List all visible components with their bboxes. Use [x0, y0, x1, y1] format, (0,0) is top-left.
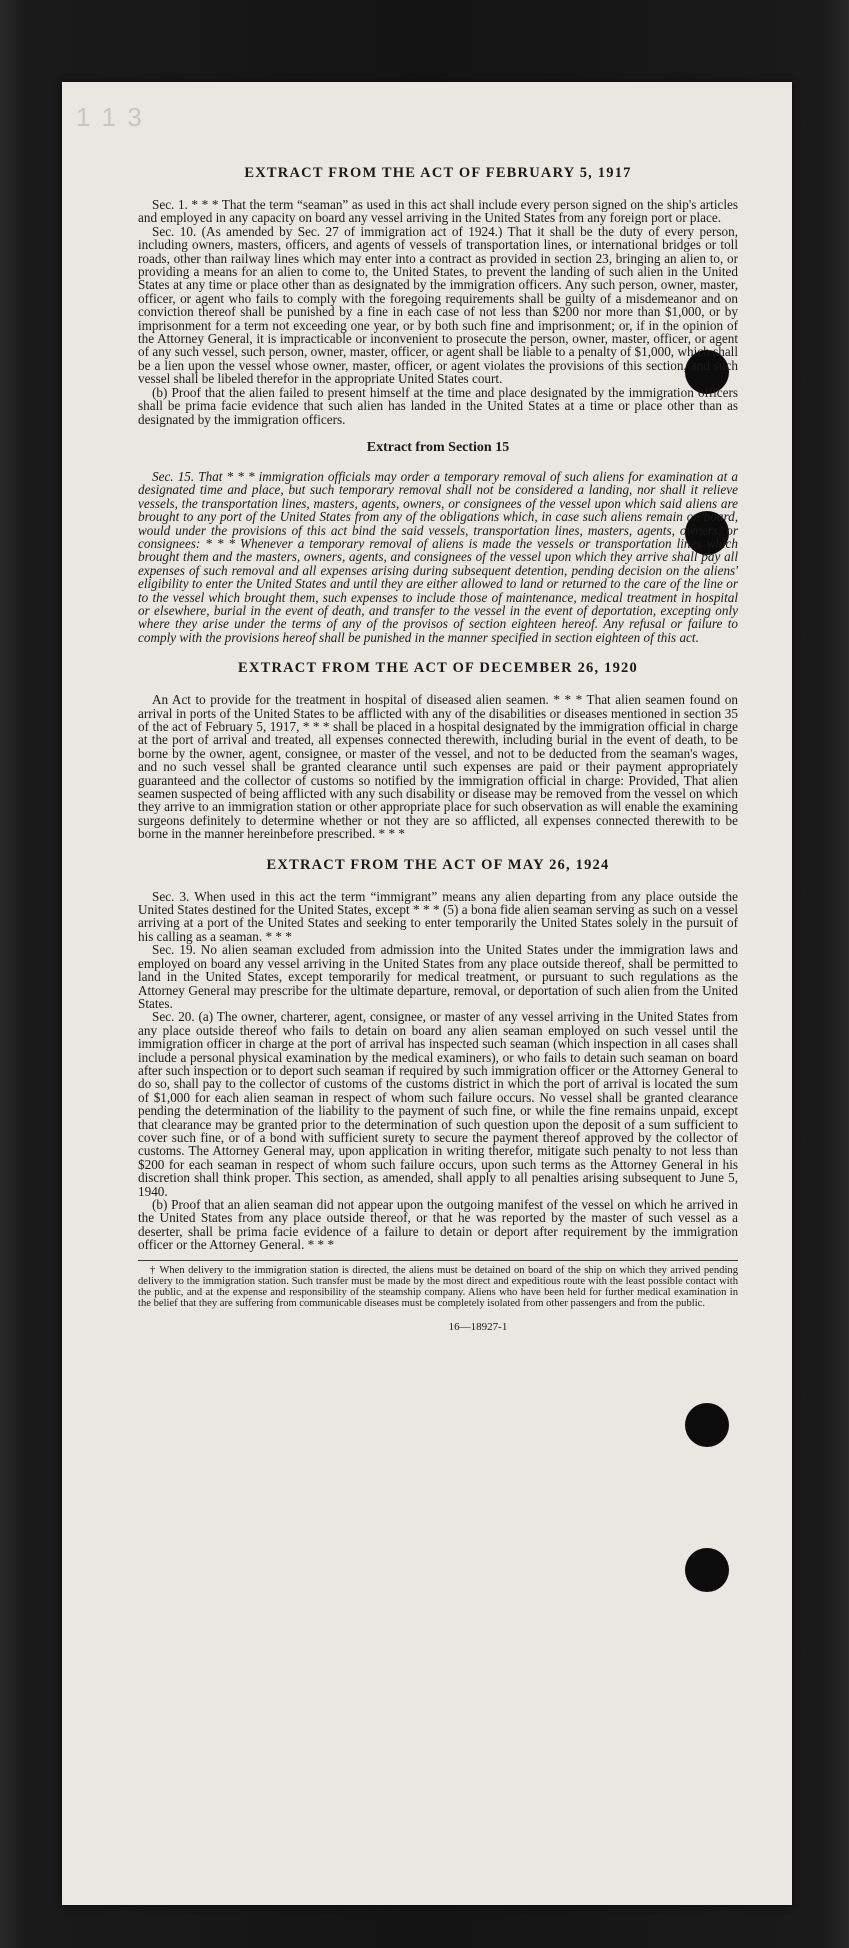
paragraph: Sec. 19. No alien seaman excluded from admission into the United States under the immigration laws and employed on board any vessel arriving in the United States from any place outside thereof, shall be permitted to land in the United States, except temporarily for medical treatment, or pursuant to such regulations as the Attorney General may prescribe for the ultimate departure, removal, or deportation of such alien from the United States. — [138, 942, 738, 1011]
footnote-divider — [138, 1260, 738, 1261]
section-title-extract-15: Extract from Section 15 — [366, 439, 510, 455]
section-title-act-1917: EXTRACT FROM THE ACT OF FEBRUARY 5, 1917 — [244, 165, 632, 181]
paragraph: (b) Proof that the alien failed to present himself at the time and place designated by the immigration officers shall be prima facie evidence that such alien has landed in the United States at a time or place other than as designated by the immigration officers. — [138, 384, 738, 427]
paragraph: An Act to provide for the treatment in hospital of diseased alien seamen. * * * That alien seamen found on arrival in ports of the United States to be afflicted with any of the disabilities or diseases mentioned in section 35 of the act of February 5, 1917, * * * shall be placed in a hospital designated by the immigration official in charge at the port of arrival and treated, all expenses connected therewith, including burial in the event of death, to be borne by the owner, agent, consignee, or master of the vessel, and not to be deducted from the seaman's wages, and no such vessel shall be granted clearance until such expenses are paid or their payment appropriately guaranteed and the collector of customs so notified by the immigration official in charge: Provided, That alien seamen suspected of being afflicted with any such disability or disease may be removed from the vessel on which they arrive to an immigration station or other appropriate place for such observation as will enable the examining surgeons definitely to determine whether or not they are so afflicted, all expenses connected therewith to be borne in the manner hereinbefore prescribed. * * * — [138, 692, 738, 842]
paragraph: (b) Proof that an alien seaman did not appear upon the outgoing manifest of the vessel on which he arrived in the United States from any place outside thereof, or that he was reported by the master of such vessel as a deserter, shall be prima facie evidence of a failure to detain or deport after requirement by the immigration officer or the Attorney General. * * * — [138, 1197, 738, 1253]
paragraph: Sec. 10. (As amended by Sec. 27 of immigration act of 1924.) That it shall be the duty of every person, including owners, masters, officers, and agents of vessels of transportation lines, or international bridges or toll roads, other than railway lines which may enter into a contract as provided in section 23, bringing an alien to, or providing a means for an alien to come to, the United States, to prevent the landing of such alien in the United States at any time or place other than as designated by the immigration officers. Any such person, owner, master, officer, or agent who fails to comply with the foregoing requirements shall be guilty of a misdemeanor and on conviction thereof shall be punished by a fine in each case of not less than $200 nor more than $1,000, or by imprisonment for a term not exceeding one year, or by both such fine and imprisonment; or, if in the opinion of the Attorney General, it is impracticable or inconvenient to prosecute the person, owner, master, officer, or agent of any such vessel, such person, owner, master, officer, or agent shall be liable to a penalty of $1,000, which shall be a lien upon the vessel whose owner, master, officer, or agent violates the provisions of this section, and such vessel shall be libeled therefor in the appropriate United States court. — [138, 223, 738, 387]
footnote: † When delivery to the immigration station is directed, the aliens must be detained on board of the ship on which they arrived pending delivery to the immigration station. Such transfer must be made by the most direct and expeditious route with the least possible contact with the public, and at the expense and responsibility of the steamship company. Aliens who have been held for further medical examination in the belief that they are suffering from communicable diseases must be completely isolated from other passengers and from the public. — [138, 1264, 738, 1309]
paragraph: Sec. 20. (a) The owner, charterer, agent, consignee, or master of any vessel arriving in the United States from any place outside thereof who fails to detain on board any alien seaman employed on such vessel until the immigration officer in charge at the port of arrival has inspected such seaman (which inspection in all cases shall include a personal physical examination by the medical examiners), or who fails to detain such seaman on board after such inspection or to deport such seaman if required by such immigration officer or the Attorney General to do so, shall pay to the collector of customs of the customs district in which the port of arrival is located the sum of $1,000 for each alien seaman in respect of whom such failure occurs. No vessel shall be granted clearance pending the determination of the liability to the payment of such fine, or while the fine remains unpaid, except that clearance may be granted prior to the determination of such question upon the deposit of a sum sufficient to cover such fine, or of a bond with sufficient surety to secure the payment thereof approved by the collector of customs. The Attorney General may, upon application in writing therefor, mitigate such penalty to not less than $200 for each seaman in respect of whom such failure occurs, upon such terms as the Attorney General in his discretion shall think proper. This section, as amended, shall apply to all penalties arising subsequent to June 5, 1940. — [138, 1009, 738, 1199]
section-title-act-1924: EXTRACT FROM THE ACT OF MAY 26, 1924 — [266, 856, 610, 873]
punch-hole — [685, 1548, 729, 1592]
paragraph: Sec. 3. When used in this act the term “immigrant” means any alien departing from any place outside the United States destined for the United States, except * * * (5) a bona fide alien seaman serving as such on a vessel arriving at a port of the United States and seeking to enter temporarily the United States solely in the pursuit of his calling as a seaman. * * * — [138, 888, 738, 944]
paragraph: Sec. 1. * * * That the term “seaman” as used in this act shall include every person signed on the ship's articles and employed in any capacity on board any vessel arriving in the United States from any foreign port or place. — [138, 197, 738, 226]
pencil-mark: 1 1 3 — [76, 102, 144, 132]
punch-hole — [685, 1403, 729, 1447]
document-content — [138, 165, 738, 1333]
section-title-act-1920: EXTRACT FROM THE ACT OF DECEMBER 26, 1920 — [238, 660, 638, 677]
form-number: 16—18927-1 — [448, 1320, 508, 1333]
paragraph: Sec. 15. That * * * immigration officials may order a temporary removal of such aliens for examination at a designated time and place, but such temporary removal shall not be considered a landing, nor shall it relieve vessels, the transportation lines, masters, agents, owners, or consignees of the vessel upon which said aliens are brought to any port of the United States from any of the obligations which, in case such aliens remain on board, would under the provisions of this act bind the said vessels, transportation lines, masters, agents, owners, or consignees: * * * Whenever a temporary removal of aliens is made the vessels or transportation lines which brought them and the masters, owners, agents, and consignees of the vessel upon which they arrive shall pay all expenses of such removal and all expenses arising during subsequent detention, pending decision on the aliens' eligibility to enter the United States and until they are either allowed to land or returned to the care of the line or to the vessel which brought them, such expenses to include those of maintenance, medical treatment in hospital or elsewhere, burial in the event of death, and transfer to the vessel in the event of deportation, excepting only where they arise under the terms of any of the provisos of section eighteen hereof. Any refusal or failure to comply with the provisions hereof shall be punished in the manner specified in section eighteen of this act. — [138, 468, 738, 645]
